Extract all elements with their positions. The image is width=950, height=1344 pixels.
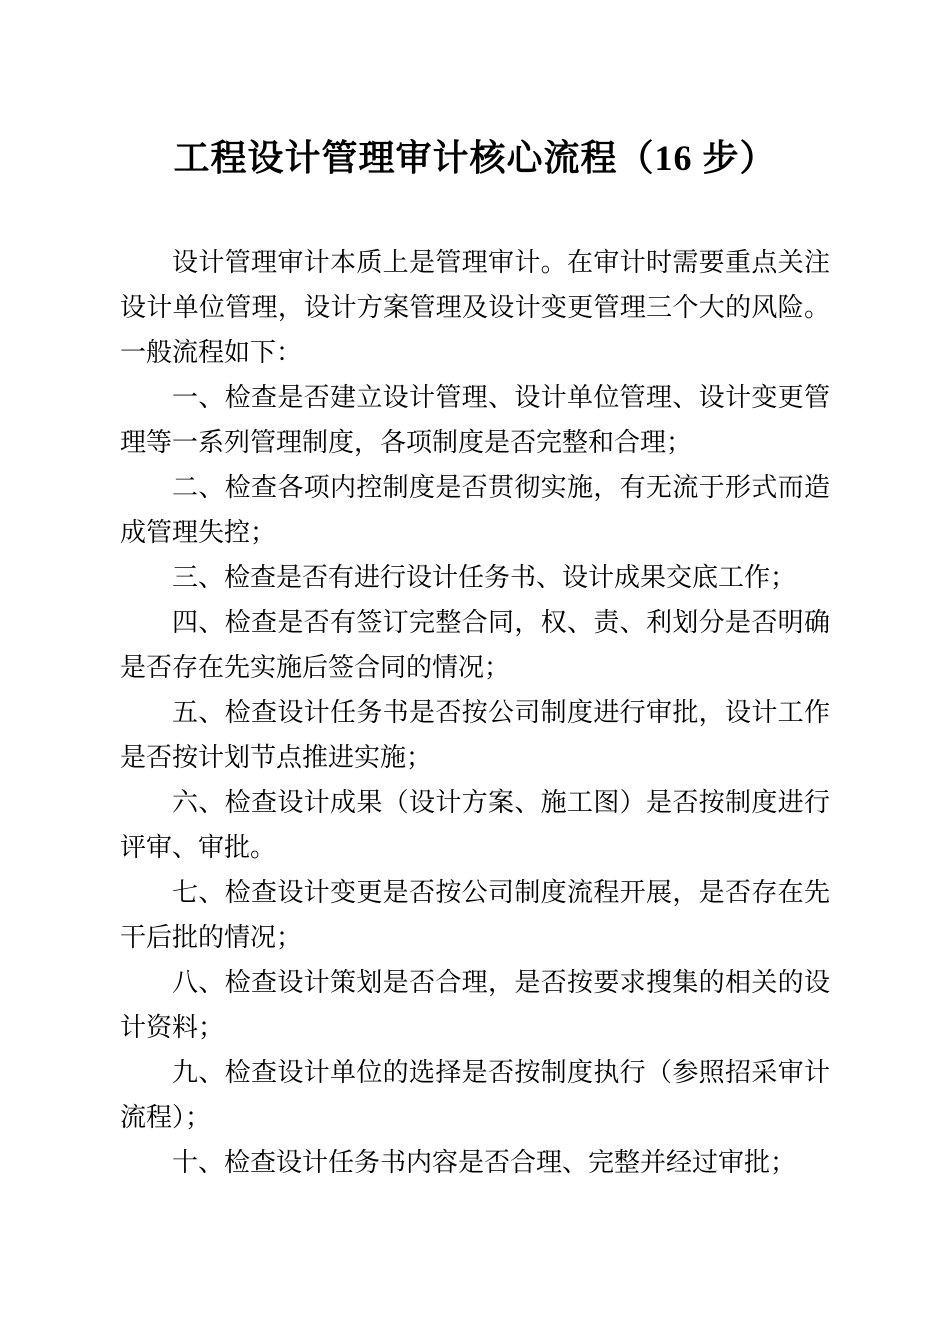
list-item-7: 七、检查设计变更是否按公司制度流程开展，是否存在先干后批的情况； — [120, 877, 830, 952]
list-item-6: 六、检查设计成果（设计方案、施工图）是否按制度进行评审、审批。 — [120, 787, 830, 862]
list-item-2: 二、检查各项内控制度是否贯彻实施，有无流于形式而造成管理失控； — [120, 472, 830, 547]
list-item-5: 五、检查设计任务书是否按公司制度进行审批，设计工作是否按计划节点推进实施； — [120, 697, 830, 772]
intro-paragraph: 设计管理审计本质上是管理审计。在审计时需要重点关注设计单位管理，设计方案管理及设计变更管理三个大的风险。一般流程如下： — [120, 248, 830, 367]
document-title: 工程设计管理审计核心流程（16 步） — [173, 138, 777, 178]
list-item-9: 九、检查设计单位的选择是否按制度执行（参照招采审计流程）； — [120, 1057, 830, 1132]
list-item-4: 四、检查是否有签订完整合同，权、责、利划分是否明确是否存在先实施后签合同的情况； — [120, 607, 830, 682]
list-item-1: 一、检查是否建立设计管理、设计单位管理、设计变更管理等一系列管理制度，各项制度是否完整和合理； — [120, 382, 830, 457]
document-content — [120, 132, 830, 1185]
list-item-3: 三、检查是否有进行设计任务书、设计成果交底工作； — [172, 562, 797, 592]
list-item-8: 八、检查设计策划是否合理，是否按要求搜集的相关的设计资料； — [120, 967, 830, 1042]
list-item-10: 十、检查设计任务书内容是否合理、完整并经过审批； — [172, 1147, 797, 1177]
